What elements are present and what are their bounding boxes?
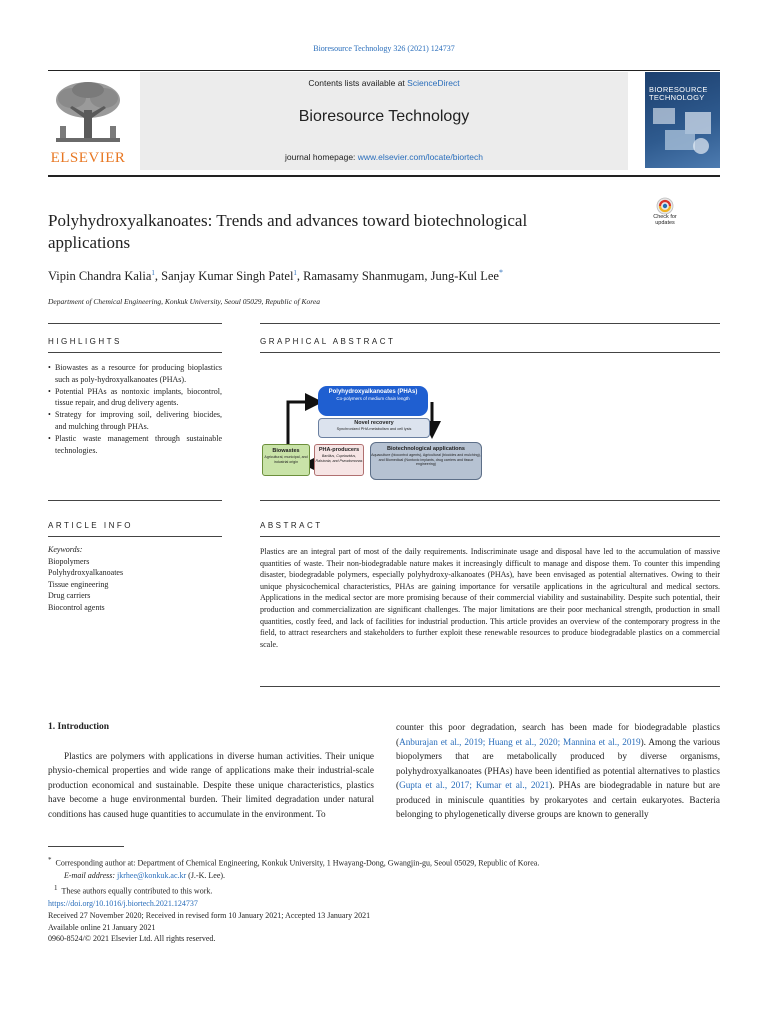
journal-cover[interactable] <box>645 72 720 168</box>
doi-link[interactable]: https://doi.org/10.1016/j.biortech.2021.124737 <box>48 899 198 908</box>
producers-node-sub: Bacillus, Cupriavidus, Ralstonia, and Pseudomonas <box>315 454 363 463</box>
keywords-block <box>48 544 123 613</box>
highlights-list <box>48 362 222 456</box>
cover-title: BIORESOURCE TECHNOLOGY <box>649 85 708 102</box>
header-center <box>140 72 628 170</box>
email-label: E-mail address: <box>64 870 118 880</box>
intro-text: ). Among the various biopolymers that are metabolically produced by diverse organisms, polyhydroxyalkanoates (PHAs) have been identified as potential alternatives to plastics ( <box>396 736 720 790</box>
divider <box>48 500 222 501</box>
applications-node-title: Biotechnological applications <box>387 446 465 452</box>
publication-info <box>48 898 370 945</box>
author-mark[interactable]: * <box>498 268 503 277</box>
highlight-item: • Strategy for improving soil, delivering biocides, and mulching through PHAs. <box>48 409 222 433</box>
author-mark[interactable]: 1 <box>151 269 155 277</box>
corresponding-text: Corresponding author at: Department of Chemical Engineering, Konkuk University, 1 Hwayang-Dong, Gwangjin-gu, Seoul 05029, Republic of Korea. <box>55 858 540 868</box>
divider <box>260 536 720 537</box>
intro-text: counter this poor degradation, search has been made for biodegradable plastics ( <box>396 722 720 747</box>
highlight-item: • Biowastes as a resource for producing bioplastics such as poly-hydroxyalkanoates (PHAs). <box>48 362 222 386</box>
divider <box>260 500 720 501</box>
pha-node-title: Polyhydroxyalkanoates (PHAs) <box>328 389 418 395</box>
tree-icon <box>48 78 128 150</box>
homepage-line <box>140 152 628 162</box>
abstract-heading: ABSTRACT <box>260 521 323 530</box>
received-dates: Received 27 November 2020; Received in revised form 10 January 2021; Accepted 13 January 2021 <box>48 910 371 920</box>
graphical-abstract-heading: GRAPHICAL ABSTRACT <box>260 337 396 346</box>
highlight-item: • Potential PHAs as nontoxic implants, biocontrol, tissue repair, and drug delivery agents. <box>48 386 222 410</box>
divider <box>260 686 720 687</box>
badge-label: Check for updates <box>653 214 677 226</box>
contents-line <box>140 78 628 88</box>
online-date: Available online 21 January 2021 <box>48 922 156 932</box>
graphical-abstract-diagram[interactable] <box>260 380 484 484</box>
divider <box>48 323 222 324</box>
footnote-mark: * <box>48 856 52 864</box>
publisher-name: ELSEVIER <box>50 150 126 166</box>
divider <box>260 323 720 324</box>
recovery-node <box>318 418 430 438</box>
intro-heading: 1. Introduction <box>48 722 110 732</box>
highlight-item: • Plastic waste management through sustainable technologies. <box>48 433 222 457</box>
cover-graphic-icon <box>645 72 720 168</box>
author-name[interactable]: Vipin Chandra Kalia <box>48 269 152 284</box>
pha-node-sub: Co-polymers of medium chain length <box>336 396 410 401</box>
intro-paragraph: Plastics are polymers with applications in diverse human activities. Their unique physio-chemical properties and wide range of applications make their industrial-scale production economical and sustainable. Despite these unique characteristics, plastics have become a huge environmental burden. Their limited degradation under natural conditions has caused huge quantities to accumulate in the environment. To <box>48 750 374 819</box>
author-list: Vipin Chandra Kalia$^1$, Sanjay Kumar Singh Patel$^1$, Ramasamy Shanmugam, Jung-Kul Lee* <box>48 268 503 284</box>
citation-link[interactable]: Anburajan et al., 2019; Huang et al., 2020; Mannina et al., 2019 <box>399 736 641 747</box>
author-name[interactable]: Sanjay Kumar Singh Patel <box>161 269 294 284</box>
recovery-node-title: Novel recovery <box>354 420 394 426</box>
biowastes-node <box>262 444 310 476</box>
elsevier-logo[interactable] <box>48 78 128 168</box>
keywords-label: Keywords: <box>48 545 83 554</box>
author-name[interactable]: Ramasamy Shanmugam <box>303 269 425 284</box>
article-info-heading: ARTICLE INFO <box>48 521 133 530</box>
citation-link[interactable]: Gupta et al., 2017; Kumar et al., 2021 <box>399 780 550 790</box>
footnotes <box>48 854 720 898</box>
highlights-heading: HIGHLIGHTS <box>48 337 122 346</box>
homepage-prefix: journal homepage: <box>285 152 358 162</box>
email-suffix: (J.-K. Lee). <box>186 870 226 880</box>
homepage-link[interactable]: www.elsevier.com/locate/biortech <box>357 152 483 162</box>
corresponding-footnote <box>48 854 720 870</box>
footnote-mark: 1 <box>54 884 58 893</box>
affiliation: Department of Chemical Engineering, Konkuk University, Seoul 05029, Republic of Korea <box>48 297 320 306</box>
recovery-node-sub: Synchronized PHA metabolism and cell lysis <box>336 427 412 431</box>
journal-citation[interactable]: Bioresource Technology 326 (2021) 124737 <box>313 44 455 53</box>
keyword: Drug carriers <box>48 591 91 600</box>
pha-producers-node <box>314 444 364 476</box>
biowastes-node-title: Biowastes <box>272 448 300 454</box>
biowastes-node-sub: Agricultural, municipal, and industrial origin <box>264 455 308 464</box>
divider <box>48 352 222 353</box>
keyword: Biocontrol agents <box>48 602 105 612</box>
producers-node-title: PHA-producers <box>318 447 360 453</box>
intro-left-column <box>48 720 374 821</box>
footnote-rule <box>48 846 124 847</box>
journal-title: Bioresource Technology <box>298 108 470 125</box>
equal-contribution-footnote <box>48 882 720 898</box>
rights: 0960-8524/© 2021 Elsevier Ltd. All rights reserved. <box>48 934 216 944</box>
author-name[interactable]: Jung-Kul Lee <box>430 269 499 284</box>
applications-node <box>370 442 482 480</box>
keyword: Polyhydroxyalkanoates <box>48 568 124 577</box>
check-for-updates-badge[interactable] <box>648 196 682 230</box>
keyword: Tissue engineering <box>48 579 109 589</box>
divider <box>48 536 222 537</box>
author-mark[interactable]: 1 <box>293 269 297 277</box>
keyword: Biopolymers <box>48 556 90 566</box>
intro-right-column <box>396 720 720 822</box>
contents-prefix: Contents lists available at <box>308 78 408 88</box>
sciencedirect-link[interactable]: ScienceDirect <box>407 78 460 88</box>
equal-text: These authors equally contributed to this work. <box>61 886 213 896</box>
divider <box>260 352 720 353</box>
abstract-text: Plastics are an integral part of most of the daily requirements. Indiscriminate usage and disposal have led to the accumulation of massive quantities of waste. Their non-biodegradable nature makes it increasingly difficult to manage and dispose them. To counter this impending disaster, biodegradable polymers, especially polyhydroxy-alkanoates (PHAs), have been envisaged as potential alternatives. Owing to their unique physicochemical characteristics, PHAs are gaining importance for versatile applications in the agricultural and medical sectors. Applications in the medical sector are more promising because of their commercial viability and sustainability. Despite such potential, their production and commercialization are significant challenges. The major limitations are their poor mechanical strength, production in small quantities, costly feed, and lack of facilities for industrial production. This article provides an overview of the contemporary progress in the field, to attract researchers and stakeholders to further exploit these renewable resources to produce biodegradable plastics on a commercial scale. <box>260 547 720 649</box>
email-link[interactable]: jkrhee@konkuk.ac.kr <box>117 870 187 880</box>
pha-node <box>318 386 428 416</box>
email-footnote <box>48 870 720 882</box>
intro-text: ). PHAs are biodegradable in nature but are produced in miniscule quantities by prokaryotes and certain eukaryotes. Bacteria belonging to phylogenetically diverse groups are known to generally <box>396 780 721 819</box>
applications-node-sub: Aquaculture (biocontrol agents), Agricultural (biocides and mulching), and Biomedical (Nontoxic implants, drug carriers and tissue engineering) <box>371 453 481 467</box>
paper-title: Polyhydroxyalkanoates: Trends and advances toward biotechnological applications <box>48 211 528 252</box>
